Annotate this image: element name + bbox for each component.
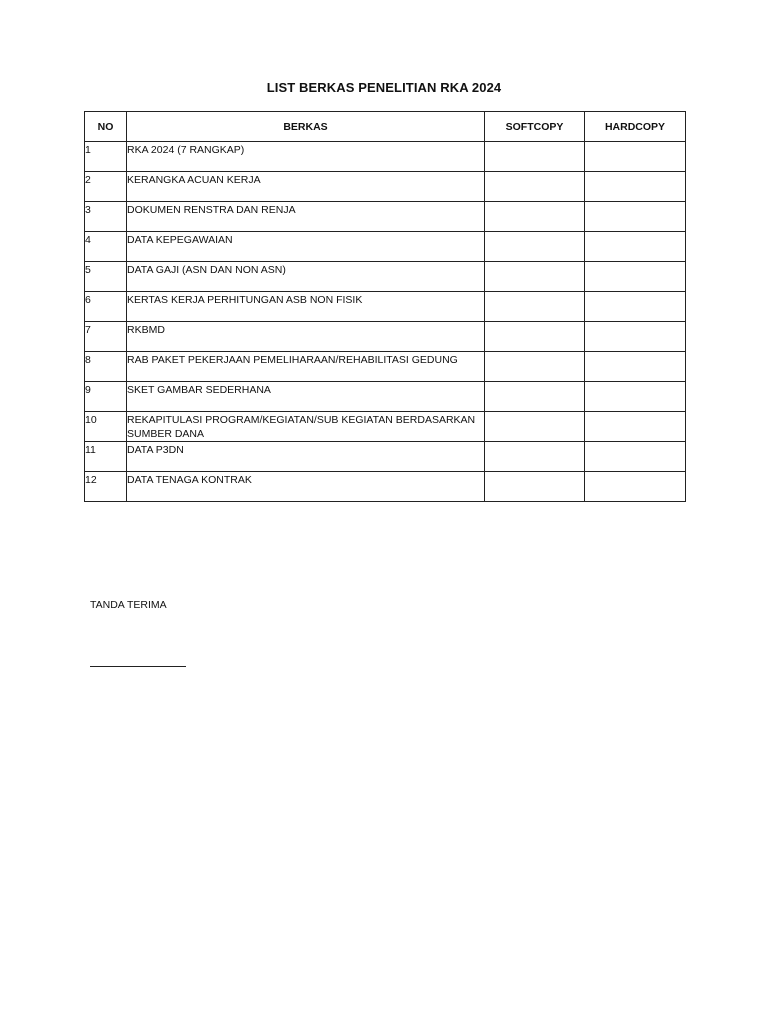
table-row bbox=[85, 472, 686, 502]
softcopy-cell[interactable] bbox=[485, 382, 585, 412]
header-no: NO bbox=[85, 112, 127, 142]
row-number: 12 bbox=[85, 472, 127, 502]
row-berkas: RAB PAKET PEKERJAAN PEMELIHARAAN/REHABILITASI GEDUNG bbox=[127, 352, 485, 382]
softcopy-cell[interactable] bbox=[485, 412, 585, 442]
row-berkas: DATA P3DN bbox=[127, 442, 485, 472]
table-row bbox=[85, 292, 686, 322]
header-berkas: BERKAS bbox=[127, 112, 485, 142]
hardcopy-cell[interactable] bbox=[585, 322, 686, 352]
row-berkas: DOKUMEN RENSTRA DAN RENJA bbox=[127, 202, 485, 232]
hardcopy-cell[interactable] bbox=[585, 412, 686, 442]
hardcopy-cell[interactable] bbox=[585, 172, 686, 202]
row-berkas: DATA GAJI (ASN DAN NON ASN) bbox=[127, 262, 485, 292]
row-berkas: DATA TENAGA KONTRAK bbox=[127, 472, 485, 502]
table-row bbox=[85, 172, 686, 202]
row-number: 3 bbox=[85, 202, 127, 232]
row-number: 8 bbox=[85, 352, 127, 382]
hardcopy-cell[interactable] bbox=[585, 232, 686, 262]
row-berkas: DATA KEPEGAWAIAN bbox=[127, 232, 485, 262]
row-number: 6 bbox=[85, 292, 127, 322]
row-number: 5 bbox=[85, 262, 127, 292]
row-berkas: SKET GAMBAR SEDERHANA bbox=[127, 382, 485, 412]
header-hardcopy: HARDCOPY bbox=[585, 112, 686, 142]
hardcopy-cell[interactable] bbox=[585, 472, 686, 502]
table-row bbox=[85, 442, 686, 472]
hardcopy-cell[interactable] bbox=[585, 352, 686, 382]
hardcopy-cell[interactable] bbox=[585, 262, 686, 292]
softcopy-cell[interactable] bbox=[485, 142, 585, 172]
signature-line bbox=[90, 666, 186, 667]
hardcopy-cell[interactable] bbox=[585, 202, 686, 232]
softcopy-cell[interactable] bbox=[485, 292, 585, 322]
softcopy-cell[interactable] bbox=[485, 352, 585, 382]
row-number: 11 bbox=[85, 442, 127, 472]
softcopy-cell[interactable] bbox=[485, 472, 585, 502]
row-number: 7 bbox=[85, 322, 127, 352]
row-number: 10 bbox=[85, 412, 127, 442]
row-berkas: REKAPITULASI PROGRAM/KEGIATAN/SUB KEGIATAN BERDASARKAN SUMBER DANA bbox=[127, 412, 485, 442]
softcopy-cell[interactable] bbox=[485, 262, 585, 292]
row-berkas: KERTAS KERJA PERHITUNGAN ASB NON FISIK bbox=[127, 292, 485, 322]
hardcopy-cell[interactable] bbox=[585, 292, 686, 322]
table-row bbox=[85, 202, 686, 232]
table-header-row bbox=[85, 112, 686, 142]
page-title: LIST BERKAS PENELITIAN RKA 2024 bbox=[266, 80, 502, 95]
row-berkas: RKA 2024 (7 RANGKAP) bbox=[127, 142, 485, 172]
table-row bbox=[85, 232, 686, 262]
checklist-table bbox=[84, 111, 686, 502]
softcopy-cell[interactable] bbox=[485, 202, 585, 232]
row-number: 4 bbox=[85, 232, 127, 262]
row-berkas: KERANGKA ACUAN KERJA bbox=[127, 172, 485, 202]
table-row bbox=[85, 142, 686, 172]
hardcopy-cell[interactable] bbox=[585, 142, 686, 172]
row-number: 2 bbox=[85, 172, 127, 202]
table-row bbox=[85, 382, 686, 412]
table-row bbox=[85, 412, 686, 442]
softcopy-cell[interactable] bbox=[485, 442, 585, 472]
softcopy-cell[interactable] bbox=[485, 232, 585, 262]
softcopy-cell[interactable] bbox=[485, 322, 585, 352]
tanda-terima-label: TANDA TERIMA bbox=[90, 599, 167, 611]
softcopy-cell[interactable] bbox=[485, 172, 585, 202]
hardcopy-cell[interactable] bbox=[585, 442, 686, 472]
row-number: 9 bbox=[85, 382, 127, 412]
row-number: 1 bbox=[85, 142, 127, 172]
table-row bbox=[85, 352, 686, 382]
header-softcopy: SOFTCOPY bbox=[485, 112, 585, 142]
row-berkas: RKBMD bbox=[127, 322, 485, 352]
table-row bbox=[85, 262, 686, 292]
table-row bbox=[85, 322, 686, 352]
hardcopy-cell[interactable] bbox=[585, 382, 686, 412]
